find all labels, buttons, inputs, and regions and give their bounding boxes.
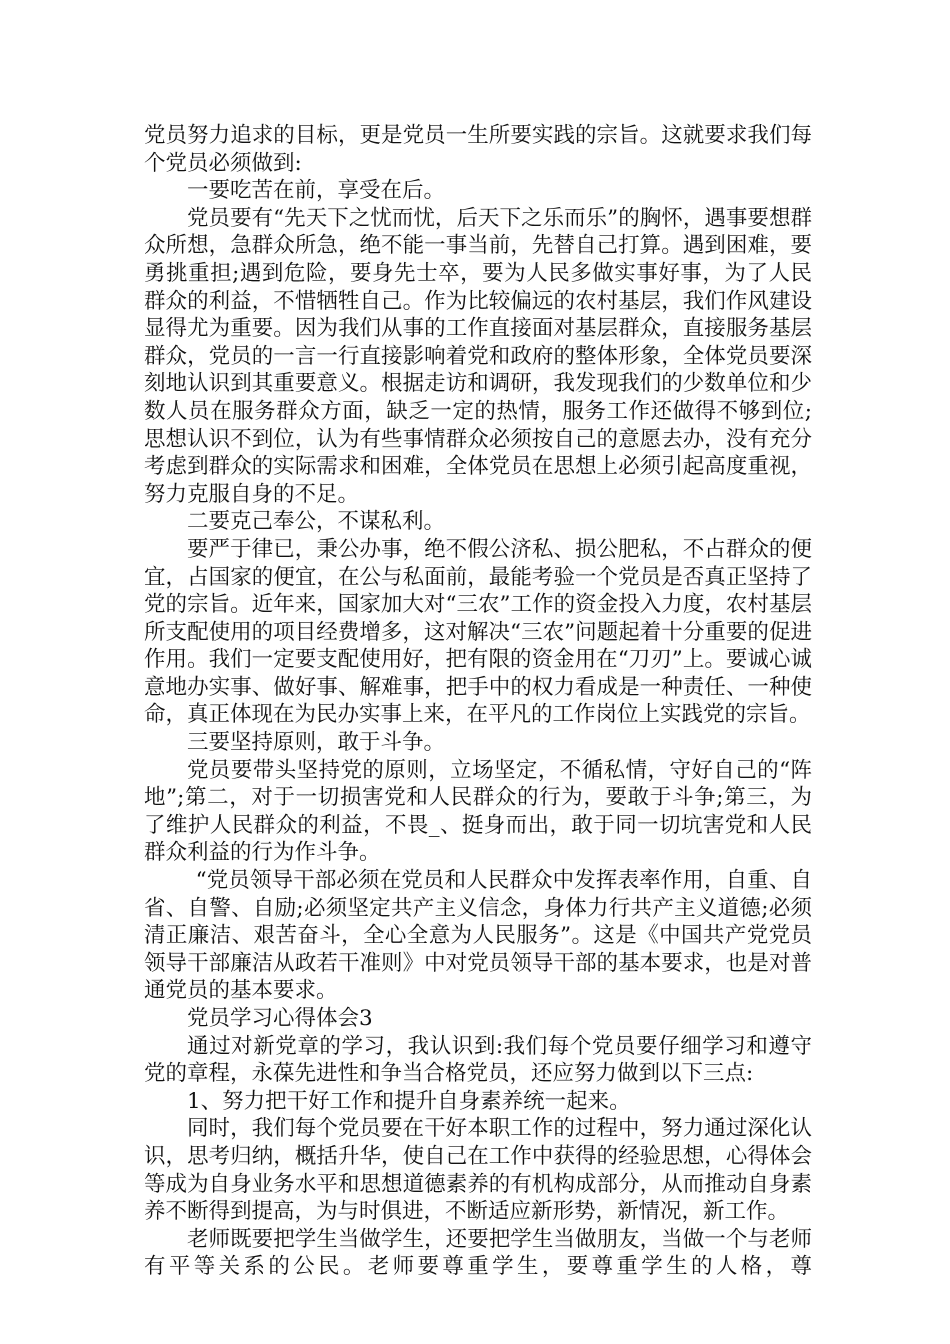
document-page xyxy=(144,122,812,1281)
paragraph-point-one-body: 党员要有“先天下之忧而忧，后天下之乐而乐”的胸怀，遇事要想群众所想，急群众所急，绝不能一事当前，先替自己打算。遇到困难，要勇挑重担;遇到危险，要身先士卒，要为人民多做实事好事，为了人民群众的利益，不惜牺牲自己。作为比较偏远的农村基层，我们作风建设显得尤为重要。因为我们从事的工作直接面对基层群众，直接服务基层群众，党员的一言一行直接影响着党和政府的整体形象，全体党员要深刻地认识到其重要意义。根据走访和调研，我发现我们的少数单位和少数人员在服务群众方面，缺乏一定的热情，服务工作还做得不够到位;思想认识不到位，认为有些事情群众必须按自己的意愿去办，没有充分考虑到群众的实际需求和困难，全体党员在思想上必须引起高度重视，努力克服自身的不足。 xyxy=(144,205,812,507)
paragraph-point-two-body: 要严于律已，秉公办事，绝不假公济私、损公肥私，不占群众的便宜，占国家的便宜，在公与私面前，最能考验一个党员是否真正坚持了党的宗旨。近年来，国家加大对“三农”工作的资金投入力度，农村基层所支配使用的项目经费增多，这对解决“三农”问题起着十分重要的促进作用。我们一定要支配使用好，把有限的资金用在“刀刃”上。要诚心诚意地办实事、做好事、解难事，把手中的权力看成是一种责任、一种使命，真正体现在为民办实事上来，在平凡的工作岗位上实践党的宗旨。 xyxy=(144,536,812,728)
heading-point-one: 一要吃苦在前，享受在后。 xyxy=(187,178,446,204)
heading-point-three: 三要坚持原则，敢于斗争。 xyxy=(187,730,446,756)
paragraph-intro: 党员努力追求的目标，更是党员一生所要实践的宗旨。这就要求我们每个党员必须做到: xyxy=(144,123,812,176)
section-title: 党员学习心得体会3 xyxy=(187,1006,373,1031)
list-item-one: 1、努力把干好工作和提升自身素养统一起来。 xyxy=(187,1088,631,1114)
paragraph-list-item-one-body: 同时，我们每个党员要在干好本职工作的过程中，努力通过深化认识，思考归纳，概括升华，使自己在工作中获得的经验思想，心得体会等成为自身业务水平和思想道德素养的有机构成部分，从而推动自身素养不断得到提高，为与时俱进，不断适应新形势，新情况，新工作。 xyxy=(144,1116,812,1225)
paragraph-quotation: “党员领导干部必须在党员和人民群众中发挥表率作用，自重、自省、自警、自励;必须坚定共产主义信念，身体力行共产主义道德;必须清正廉洁、艰苦奋斗，全心全意为人民服务”。这是《中国共产党党员领导干部廉洁从政若干准则》中对党员领导干部的基本要求，也是对普通党员的基本要求。 xyxy=(144,868,812,1004)
paragraph-point-three-body: 党员要带头坚持党的原则，立场坚定，不循私情，守好自己的“阵地”;第二，对于一切损害党和人民群众的行为，要敢于斗争;第三，为了维护人民群众的利益，不畏_、挺身而出，敢于同一切坑害党和人民群众利益的行为作斗争。 xyxy=(144,757,812,866)
paragraph-section-intro: 通过对新党章的学习，我认识到:我们每个党员要仔细学习和遵守党的章程，永葆先进性和争当合格党员，还应努力做到以下三点: xyxy=(144,1033,812,1087)
paragraph-teacher: 老师既要把学生当做学生，还要把学生当做朋友，当做一个与老师有平等关系的公民。老师要尊重学生，要尊重学生的人格，尊 xyxy=(144,1226,812,1280)
heading-point-two: 二要克己奉公，不谋私利。 xyxy=(187,509,446,535)
